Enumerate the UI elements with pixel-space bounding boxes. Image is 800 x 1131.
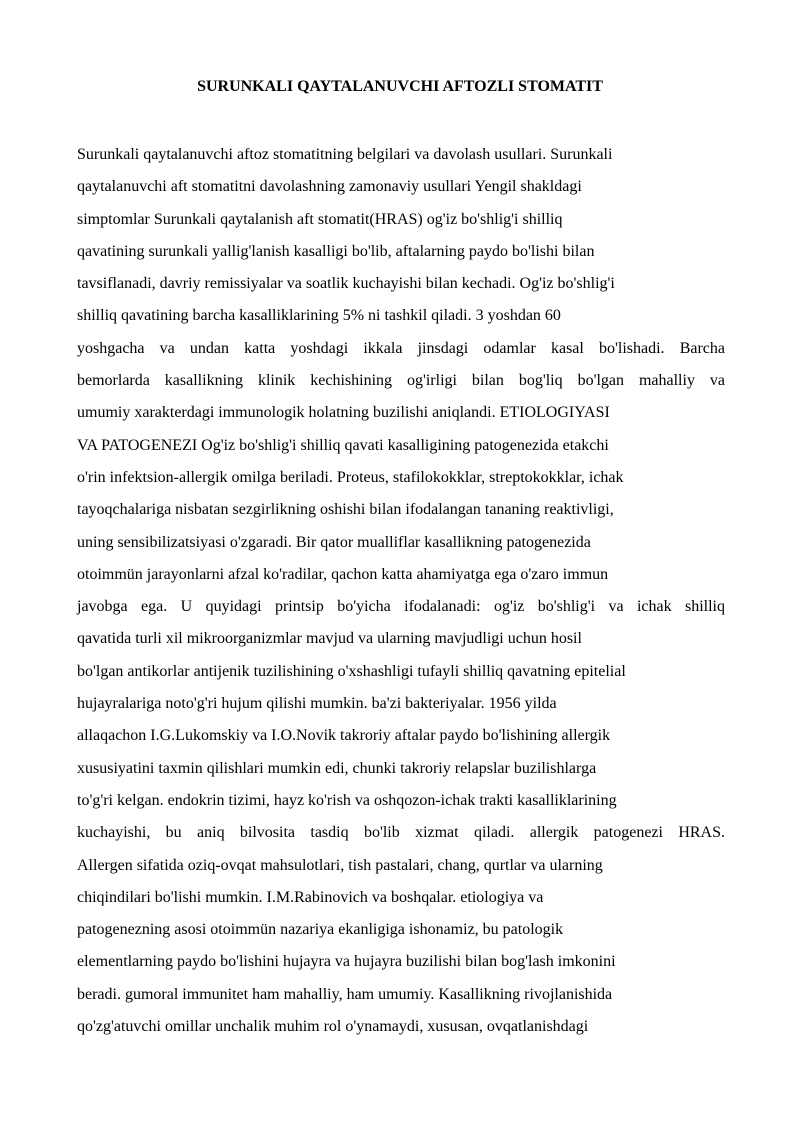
body-line: chiqindilari bo'lishi mumkin. I.M.Rabinovich va boshqalar. etiologiya va xyxy=(77,888,544,906)
body-line: hujayralariga noto'g'ri hujum qilishi mumkin. ba'zi bakteriyalar. 1956 yilda xyxy=(77,695,557,713)
body-line: Allergen sifatida oziq-ovqat mahsulotlari, tish pastalari, chang, qurtlar va ularning xyxy=(77,856,603,874)
body-line: xususiyatini taxmin qilishlari mumkin edi, chunki takroriy relapslar buzilishlarga xyxy=(77,759,597,777)
body-line: qo'zg'atuvchi omillar unchalik muhim rol o'ynamaydi, xususan, ovqatlanishdagi xyxy=(77,1018,589,1036)
body-line: kuchayishi, bu aniq bilvosita tasdiq bo'lib xizmat qiladi. allergik patogenezi HRAS. xyxy=(77,824,725,842)
body-line: qavatida turli xil mikroorganizmlar mavjud va ularning mavjudligi uchun hosil xyxy=(77,630,582,648)
body-line: simptomlar Surunkali qaytalanish aft stomatit(HRAS) og'iz bo'shlig'i shilliq xyxy=(77,210,563,228)
body-line: tayoqchalariga nisbatan sezgirlikning oshishi bilan ifodalangan tananing reaktivligi, xyxy=(77,501,614,519)
body-line: to'g'ri kelgan. endokrin tizimi, hayz ko'rish va oshqozon-ichak trakti kasalliklarining xyxy=(77,791,617,809)
body-line: VA PATOGENEZI Og'iz bo'shlig'i shilliq qavati kasalligining patogenezida etakchi xyxy=(77,436,609,454)
body-line: uning sensibilizatsiyasi o'zgaradi. Bir qator mualliflar kasallikning patogenezida xyxy=(77,533,591,551)
body-line: Surunkali qaytalanuvchi aftoz stomatitning belgilari va davolash usullari. Surunkali xyxy=(77,146,613,163)
body-line: shilliq qavatining barcha kasalliklarining 5% ni tashkil qiladi. 3 yoshdan 60 xyxy=(77,307,561,325)
body-line: otoimmün jarayonlarni afzal ko'radilar, qachon katta ahamiyatga ega o'zaro immun xyxy=(77,565,609,583)
body-line: o'rin infektsion-allergik omilga beriladi. Proteus, stafilokokklar, streptokokklar, ichak xyxy=(77,468,624,486)
body-line: beradi. gumoral immunitet ham mahalliy, ham umumiy. Kasallikning rivojlanishida xyxy=(77,985,613,1003)
document-body xyxy=(77,139,725,1043)
body-line: qaytalanuvchi aft stomatitni davolashning zamonaviy usullari Yengil shakldagi xyxy=(77,178,582,196)
body-line: tavsiflanadi, davriy remissiyalar va soatlik kuchayishi bilan kechadi. Og'iz bo'shlig'i xyxy=(77,275,615,293)
body-line: yoshgacha va undan katta yoshdagi ikkala jinsdagi odamlar kasal bo'lishadi. Barcha xyxy=(77,339,725,357)
document-title: SURUNKALI QAYTALANUVCHI AFTOZLI STOMATIT xyxy=(197,78,603,95)
body-line: elementlarning paydo bo'lishini hujayra va hujayra buzilishi bilan bog'lash imkonini xyxy=(77,953,616,971)
body-line: allaqachon I.G.Lukomskiy va I.O.Novik takroriy aftalar paydo bo'lishining allergik xyxy=(77,727,611,745)
body-line: bemorlarda kasallikning klinik kechishining og'irligi bilan bog'liq bo'lgan mahalliy va xyxy=(77,372,725,390)
body-line: qavatining surunkali yallig'lanish kasalligi bo'lib, aftalarning paydo bo'lishi bilan xyxy=(77,242,595,260)
body-line: umumiy xarakterdagi immunologik holatning buzilishi aniqlandi. ETIOLOGIYASI xyxy=(77,404,610,422)
body-line: bo'lgan antikorlar antijenik tuzilishining o'xshashligi tufayli shilliq qavatning epitelial xyxy=(77,662,626,680)
body-line: javobga ega. U quyidagi printsip bo'yicha ifodalanadi: og'iz bo'shlig'i va ichak shilliq xyxy=(77,598,725,616)
body-line: patogenezning asosi otoimmün nazariya ekanligiga ishonamiz, bu patologik xyxy=(77,921,564,939)
